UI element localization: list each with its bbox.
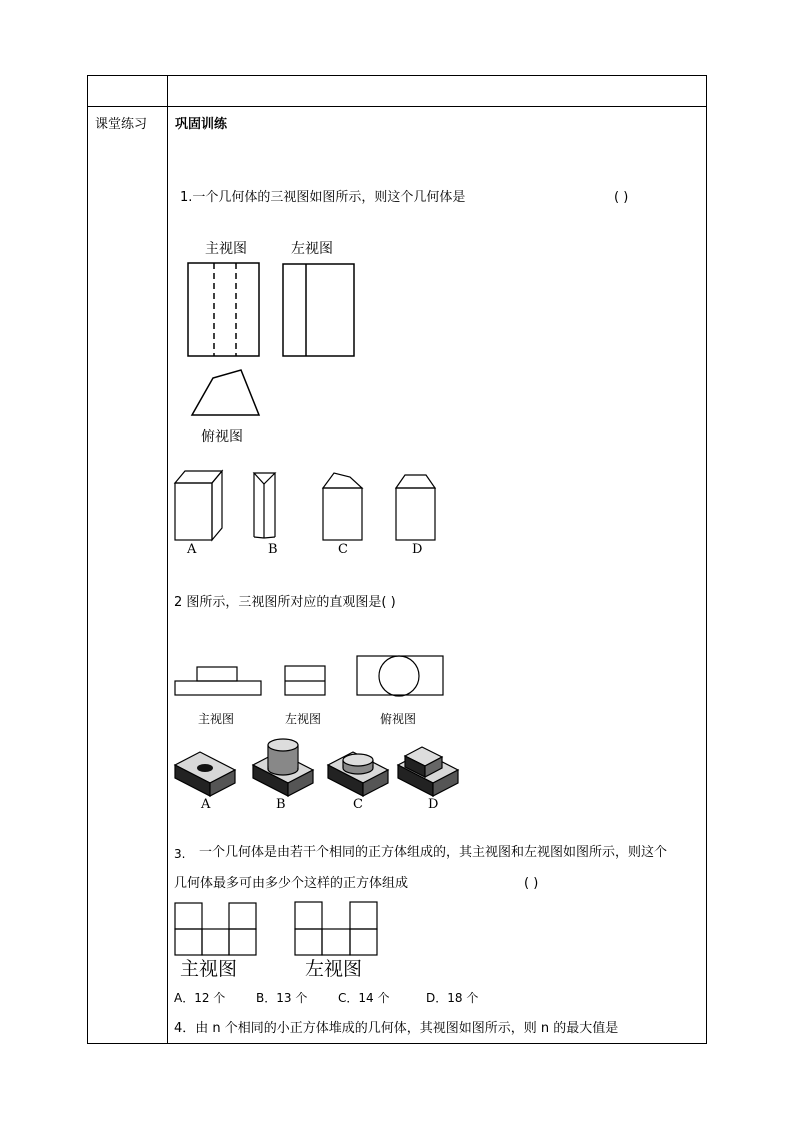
q1-top-view-label: 俯视图 — [201, 429, 243, 445]
q1-front-view-label: 主视图 — [205, 241, 247, 257]
q2-top-view-label: 俯视图 — [380, 712, 417, 726]
q3-left-view-grid — [295, 902, 377, 955]
q1-option-d-label: D — [412, 542, 423, 557]
q1-option-a-label: A — [187, 542, 197, 557]
q3-number: 3. — [174, 847, 186, 861]
q3-front-view-label: 主视图 — [180, 958, 238, 980]
q1-left-view-label: 左视图 — [291, 241, 333, 257]
q3-choice-c: C．14 个 — [338, 991, 390, 1005]
q1-text: 1.一个几何体的三视图如图所示，则这个几何体是 — [180, 190, 466, 205]
q2-option-d-label: D — [428, 797, 439, 812]
q3-answer-paren: ( ) — [524, 876, 539, 891]
q3-choice-d: D．18 个 — [426, 991, 479, 1005]
left-column-header: 课堂练习 — [95, 117, 148, 132]
q3-choice-a: A．12 个 — [174, 991, 226, 1005]
q2-text: 2 图所示，三视图所对应的直观图是( ) — [174, 595, 396, 610]
q2-left-view-label: 左视图 — [285, 712, 322, 726]
section-title: 巩固训练 — [175, 117, 228, 132]
q3-text-line-2: 几何体最多可由多少个这样的正方体组成 — [174, 876, 409, 891]
q2-option-a-label: A — [201, 797, 211, 812]
q2-option-c-label: C — [353, 797, 363, 812]
q1-option-c-label: C — [338, 542, 348, 557]
q3-left-view-label: 左视图 — [305, 958, 363, 980]
q3-front-view-grid — [175, 903, 256, 955]
q3-choice-b: B．13 个 — [256, 991, 308, 1005]
q4-text: 4．由 n 个相同的小正方体堆成的几何体，其视图如图所示，则 n 的最大值是 — [174, 1021, 619, 1036]
q2-front-view-label: 主视图 — [198, 712, 235, 726]
q2-option-b-label: B — [276, 797, 286, 812]
q1-option-b-label: B — [268, 542, 278, 557]
q3-text-line-1: 一个几何体是由若干个相同的正方体组成的，其主视图和左视图如图所示，则这个 — [199, 845, 668, 860]
q1-answer-paren: ( ) — [614, 190, 629, 205]
